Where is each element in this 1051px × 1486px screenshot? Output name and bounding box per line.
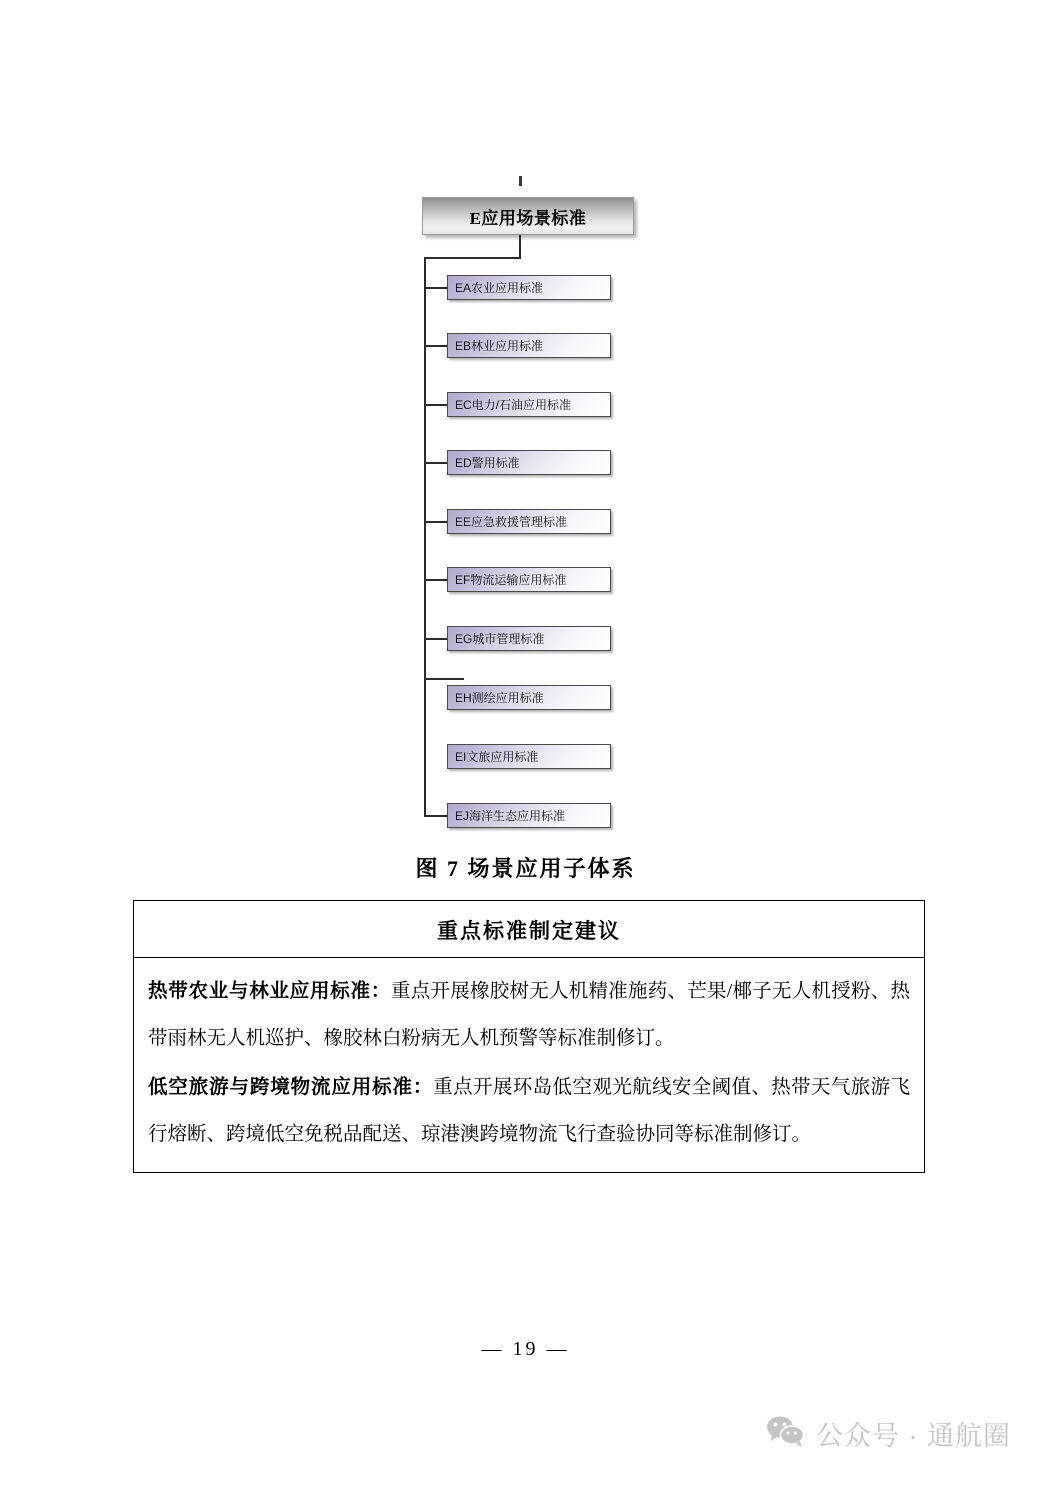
figure-caption: 图 7 场景应用子体系: [415, 856, 636, 881]
branch-stub-ee: [424, 521, 449, 523]
diagram-node-ej-label: EJ海洋生态应用标准: [455, 809, 566, 823]
branch-stub-eg: [424, 638, 449, 640]
row-label-agriculture: 热带农业与林业应用标准：: [148, 981, 392, 1002]
diagram-node-ea-label: EA农业应用标准: [455, 281, 544, 295]
diagram-node-ee-label: EE应急救援管理标准: [455, 515, 568, 529]
watermark: [766, 1414, 1011, 1453]
table-header-title: 重点标准制定建议: [134, 901, 924, 958]
diagram-node-eb: [447, 333, 611, 358]
diagram-node-ef: [447, 567, 611, 592]
diagram-node-ef-label: EF物流运输应用标准: [455, 573, 567, 587]
branch-stub-ef: [424, 579, 449, 581]
row-label-tourism-logistics: 低空旅游与跨境物流应用标准：: [148, 1077, 434, 1098]
table-row: [148, 1064, 910, 1158]
key-standards-table: [133, 900, 925, 1173]
trunk-vertical-line: [519, 235, 521, 259]
row-text-agriculture: 重点开展橡胶树无人机精准施药、芒果/椰子无人机授粉、热带雨林无人机巡护、橡胶林白粉病无人机预警等标准制修订。: [148, 981, 910, 1049]
table-row: [148, 968, 910, 1062]
diagram-node-ei: [447, 744, 611, 769]
diagram-node-ej: [447, 803, 611, 828]
diagram-root-node: [422, 197, 634, 235]
wechat-icon: [766, 1415, 806, 1452]
spine-vertical-line: [424, 257, 426, 817]
diagram-node-ed-label: ED警用标准: [455, 456, 520, 470]
branch-stub-eh: [424, 678, 464, 680]
diagram-node-ed: [447, 450, 611, 475]
diagram-node-eh-label: EH测绘应用标准: [455, 691, 544, 705]
diagram-node-ec-label: EC电力/石油应用标准: [455, 398, 572, 412]
diagram-node-eh: [447, 685, 611, 710]
watermark-text: 公众号 · 通航圈: [816, 1421, 1011, 1451]
diagram-node-eb-label: EB林业应用标准: [455, 339, 544, 353]
branch-stub-eb: [424, 345, 449, 347]
diagram-node-ei-label: EI文旅应用标准: [455, 750, 539, 764]
diagram-node-ec: [447, 392, 611, 417]
trunk-horizontal-line: [424, 257, 521, 259]
branch-stub-ei: [424, 755, 426, 757]
table-body: [134, 958, 924, 1172]
diagram-node-eg: [447, 626, 611, 651]
branch-stub-ej: [424, 815, 449, 817]
branch-stub-ea: [424, 287, 449, 289]
diagram-node-ee: [447, 509, 611, 534]
diagram-node-ea: [447, 275, 611, 300]
branch-stub-ec: [424, 404, 449, 406]
row-text-tourism-logistics: 重点开展环岛低空观光航线安全阈值、热带天气旅游飞行熔断、跨境低空免税品配送、琼港澳跨境物流飞行查验协同等标准制修订。: [148, 1077, 910, 1145]
root-top-connector: [519, 176, 522, 186]
diagram-root-label: E应用场景标准: [469, 208, 587, 228]
branch-stub-ed: [424, 462, 449, 464]
diagram-node-eg-label: EG城市管理标准: [455, 632, 545, 646]
page-number: — 19 —: [481, 1338, 570, 1360]
